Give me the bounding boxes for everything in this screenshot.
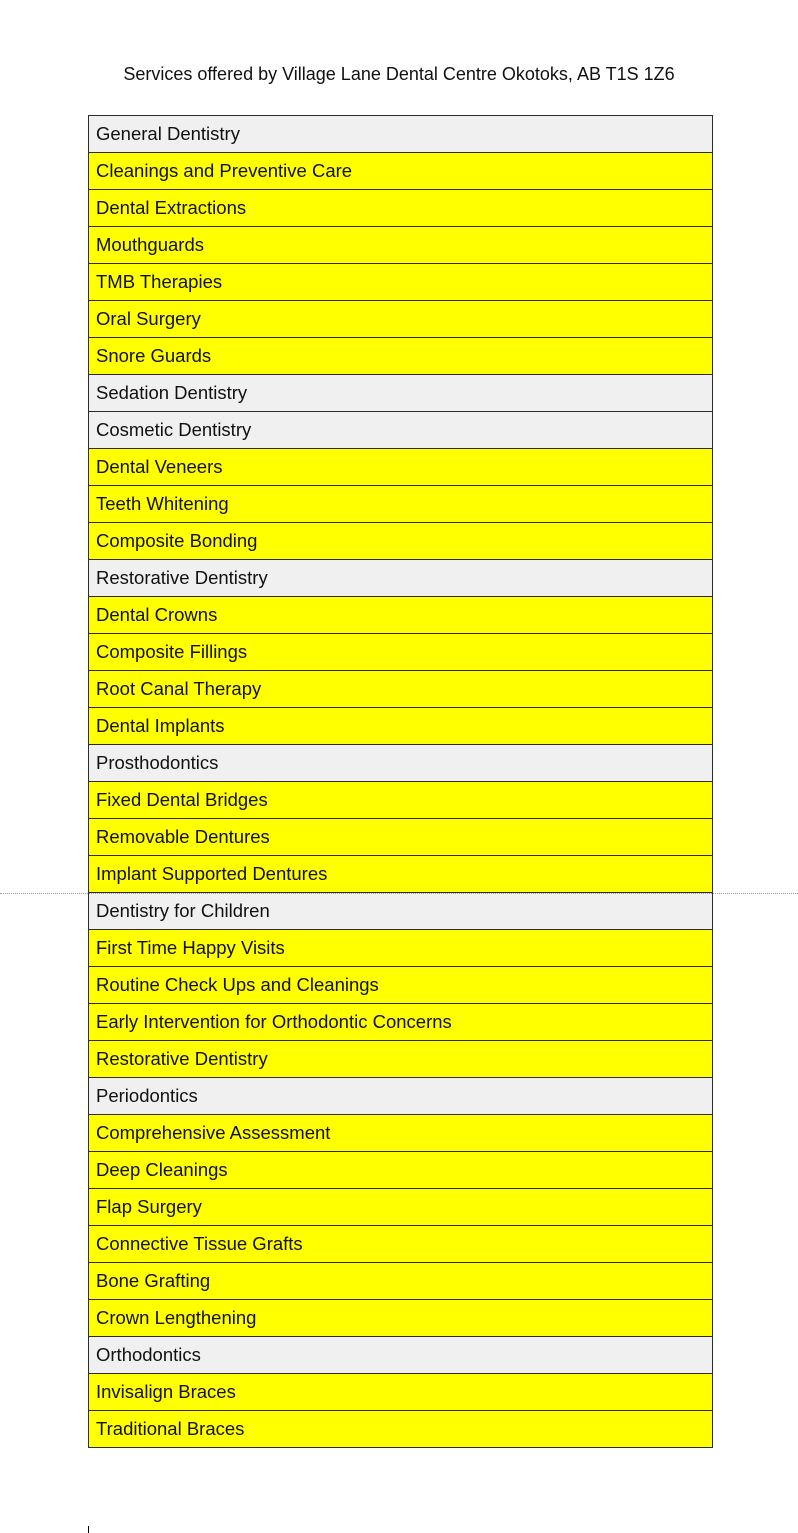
service-row: [89, 338, 713, 375]
services-table: [88, 115, 713, 1448]
service-row: [89, 634, 713, 671]
service-cell: Cleanings and Preventive Care: [89, 153, 713, 190]
service-row: [89, 967, 713, 1004]
service-cell: Flap Surgery: [89, 1189, 713, 1226]
service-row: [89, 856, 713, 893]
service-cell: Dental Crowns: [89, 597, 713, 634]
service-cell: Connective Tissue Grafts: [89, 1226, 713, 1263]
category-cell: Prosthodontics: [89, 745, 713, 782]
service-cell: Oral Surgery: [89, 301, 713, 338]
service-row: [89, 671, 713, 708]
service-row: [89, 1226, 713, 1263]
page-break-line: [0, 893, 798, 894]
service-cell: TMB Therapies: [89, 264, 713, 301]
service-row: [89, 486, 713, 523]
category-row: [89, 1337, 713, 1374]
category-row: [89, 375, 713, 412]
service-row: [89, 1189, 713, 1226]
category-cell: Orthodontics: [89, 1337, 713, 1374]
service-row: [89, 1263, 713, 1300]
service-row: [89, 1374, 713, 1411]
service-row: [89, 1152, 713, 1189]
service-cell: Traditional Braces: [89, 1411, 713, 1448]
service-row: [89, 1300, 713, 1337]
category-row: [89, 412, 713, 449]
service-cell: Root Canal Therapy: [89, 671, 713, 708]
category-row: [89, 1078, 713, 1115]
service-row: [89, 1115, 713, 1152]
service-cell: Invisalign Braces: [89, 1374, 713, 1411]
service-cell: Composite Bonding: [89, 523, 713, 560]
service-row: [89, 1411, 713, 1448]
service-row: [89, 153, 713, 190]
service-cell: Snore Guards: [89, 338, 713, 375]
service-cell: Deep Cleanings: [89, 1152, 713, 1189]
service-cell: Dental Extractions: [89, 190, 713, 227]
service-row: [89, 227, 713, 264]
service-row: [89, 930, 713, 967]
service-cell: Restorative Dentistry: [89, 1041, 713, 1078]
service-row: [89, 819, 713, 856]
service-row: [89, 449, 713, 486]
service-cell: Composite Fillings: [89, 634, 713, 671]
category-cell: Sedation Dentistry: [89, 375, 713, 412]
service-row: [89, 782, 713, 819]
service-row: [89, 597, 713, 634]
service-row: [89, 264, 713, 301]
services-table-body: [89, 116, 713, 1448]
service-cell: Routine Check Ups and Cleanings: [89, 967, 713, 1004]
service-cell: Dental Implants: [89, 708, 713, 745]
service-cell: First Time Happy Visits: [89, 930, 713, 967]
service-row: [89, 301, 713, 338]
service-cell: Comprehensive Assessment: [89, 1115, 713, 1152]
service-cell: Early Intervention for Orthodontic Concerns: [89, 1004, 713, 1041]
text-cursor: [88, 1526, 89, 1533]
service-row: [89, 708, 713, 745]
service-cell: Crown Lengthening: [89, 1300, 713, 1337]
category-row: [89, 116, 713, 153]
category-cell: Dentistry for Children: [89, 893, 713, 930]
service-cell: Bone Grafting: [89, 1263, 713, 1300]
category-cell: Periodontics: [89, 1078, 713, 1115]
category-cell: Cosmetic Dentistry: [89, 412, 713, 449]
service-cell: Implant Supported Dentures: [89, 856, 713, 893]
category-cell: Restorative Dentistry: [89, 560, 713, 597]
service-cell: Mouthguards: [89, 227, 713, 264]
service-cell: Fixed Dental Bridges: [89, 782, 713, 819]
service-row: [89, 523, 713, 560]
page-title: Services offered by Village Lane Dental Centre Okotoks, AB T1S 1Z6: [123, 64, 675, 84]
service-row: [89, 1041, 713, 1078]
service-row: [89, 190, 713, 227]
service-cell: Dental Veneers: [89, 449, 713, 486]
category-row: [89, 893, 713, 930]
category-row: [89, 560, 713, 597]
service-cell: Removable Dentures: [89, 819, 713, 856]
category-row: [89, 745, 713, 782]
service-row: [89, 1004, 713, 1041]
category-cell: General Dentistry: [89, 116, 713, 153]
service-cell: Teeth Whitening: [89, 486, 713, 523]
